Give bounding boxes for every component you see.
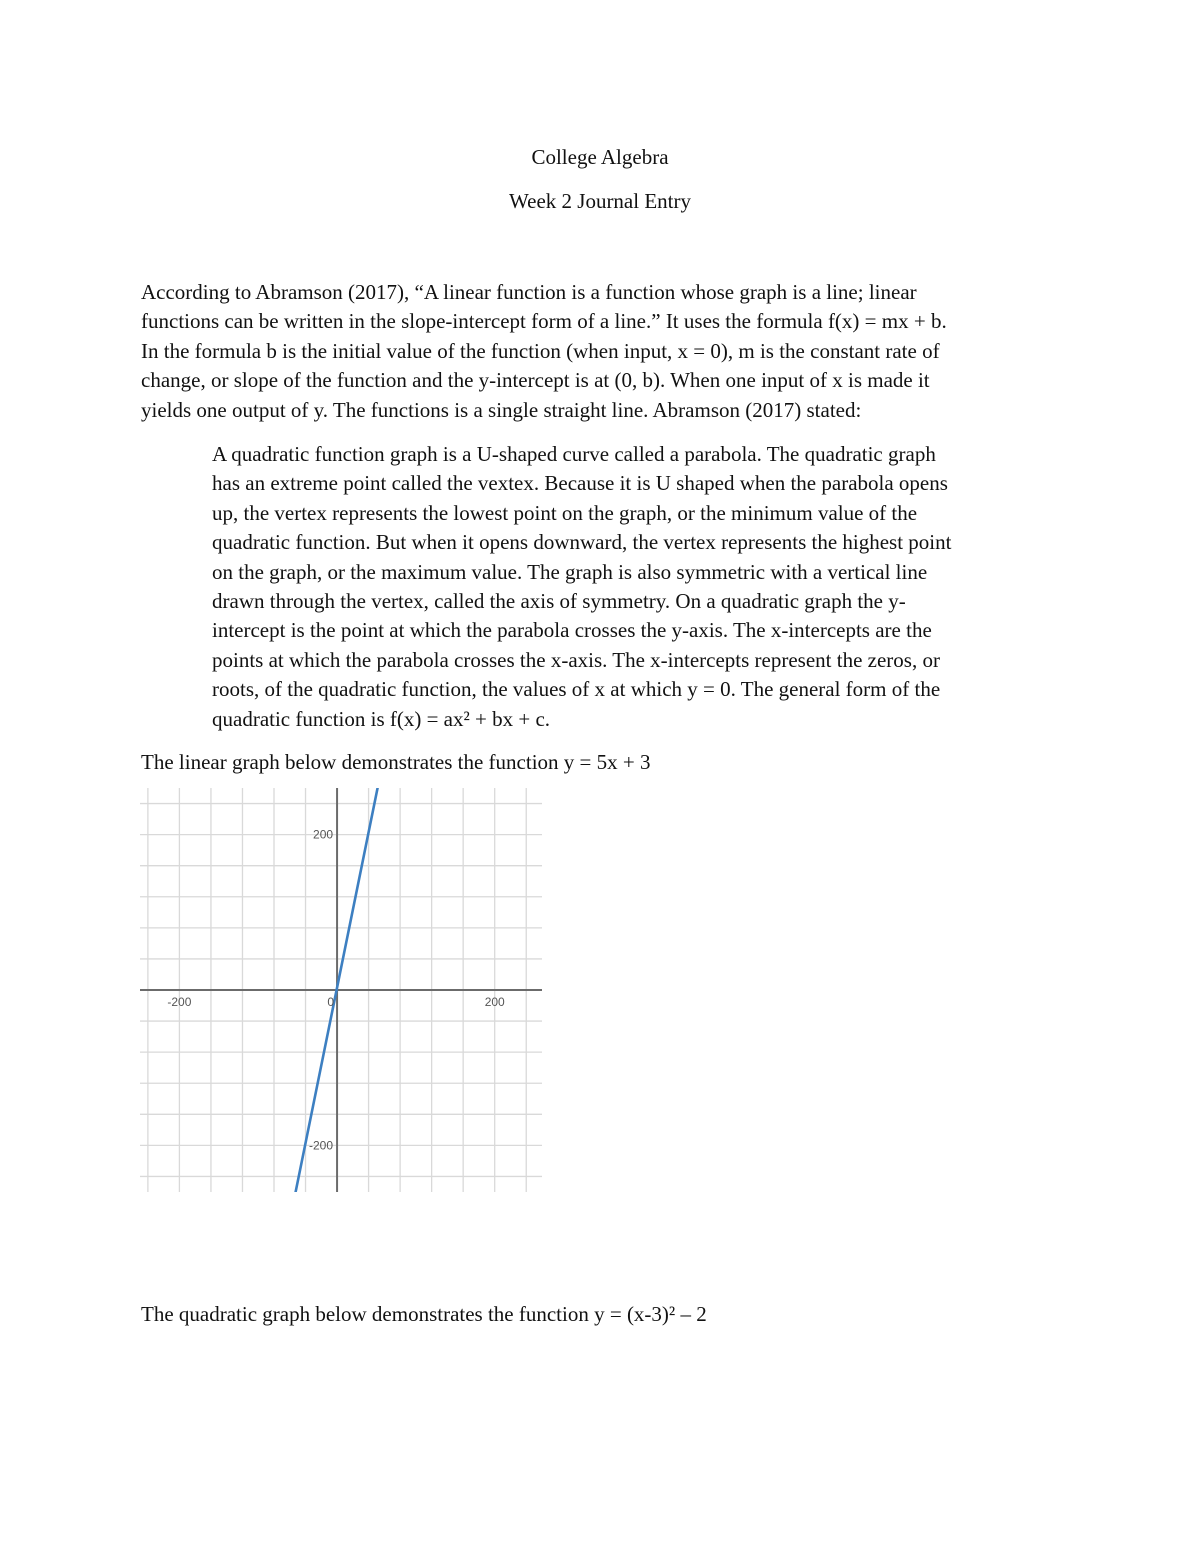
paragraph-line: According to Abramson (2017), “A linear function is a function whose graph is a line; linear bbox=[141, 280, 917, 304]
quote-line: quadratic function. But when it opens downward, the vertex represents the highest point bbox=[212, 530, 952, 555]
paragraph-line: change, or slope of the function and the y-intercept is at (0, b). When one input of x is made it bbox=[141, 368, 930, 393]
quote-line: roots, of the quadratic function, the values of x at which y = 0. The general form of the bbox=[212, 677, 941, 702]
x-tick-label: 200 bbox=[484, 995, 505, 1009]
quote-line: up, the vertex represents the lowest point on the graph, or the minimum value of the bbox=[212, 500, 918, 525]
intro-paragraph bbox=[141, 278, 1061, 425]
axes bbox=[140, 788, 542, 1192]
paragraph-line: In the formula b is the initial value of the function (when input, x = 0), m is the constant rate of bbox=[141, 338, 940, 363]
quote-line: has an extreme point called the vextex. Because it is U shaped when the parabola opens bbox=[212, 471, 948, 496]
quote-line: quadratic function is f(x) = ax² + bx + c. bbox=[212, 706, 551, 731]
course-title: College Algebra bbox=[531, 145, 669, 169]
linear-graph-caption: The linear graph below demonstrates the function y = 5x + 3 bbox=[141, 750, 651, 774]
paragraph-line: functions can be written in the slope-intercept form of a line.” It uses the formula f(x) = mx + b. bbox=[141, 309, 947, 334]
quote-line: points at which the parabola crosses the x-axis. The x-intercepts represent the zeros, or bbox=[212, 647, 940, 672]
quote-line: drawn through the vertex, called the axis of symmetry. On a quadratic graph the y- bbox=[212, 588, 906, 613]
block-quote bbox=[212, 440, 1132, 734]
y-tick-label: -200 bbox=[309, 1138, 334, 1153]
x-tick-label: 0 bbox=[327, 995, 335, 1009]
x-tick-label: -200 bbox=[167, 995, 192, 1009]
paragraph-line: yields one output of y. The functions is a single straight line. Abramson (2017) stated: bbox=[141, 397, 862, 422]
assignment-title: Week 2 Journal Entry bbox=[508, 189, 691, 213]
quote-line: intercept is the point at which the parabola crosses the y-axis. The x-intercepts are the bbox=[212, 618, 932, 643]
quote-line: A quadratic function graph is a U-shaped curve called a parabola. The quadratic graph bbox=[212, 442, 936, 466]
quadratic-graph-caption: The quadratic graph below demonstrates the function y = (x-3)² – 2 bbox=[141, 1302, 707, 1326]
quote-line: on the graph, or the maximum value. The graph is also symmetric with a vertical line bbox=[212, 559, 928, 584]
y-tick-label: 200 bbox=[313, 827, 334, 842]
linear-function-graph bbox=[140, 788, 542, 1192]
